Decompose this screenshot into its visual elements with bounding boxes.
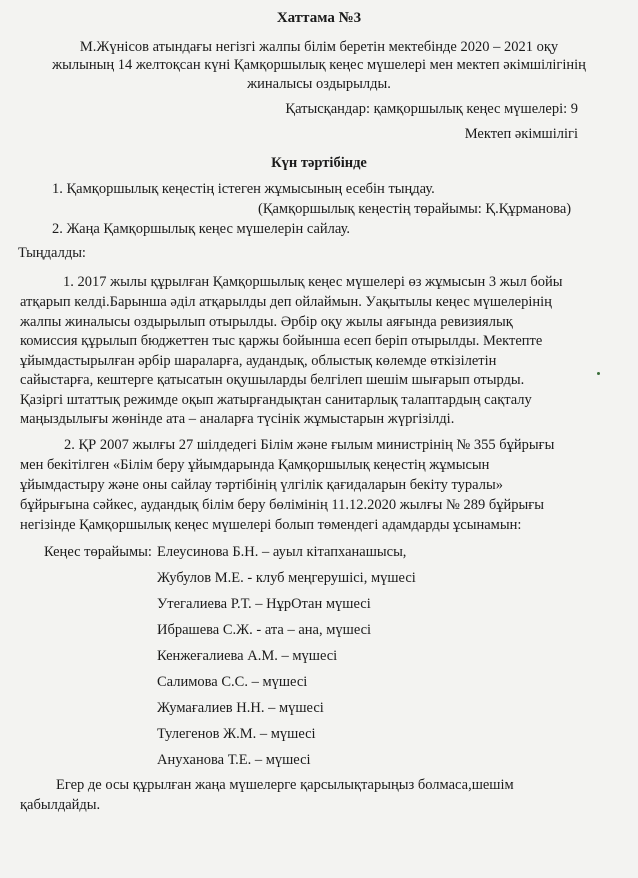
para2-line: бұйрығына сәйкес, аудандық білім беру бөлімінің 11.12.2020 жылғы № 289 бұйрығы xyxy=(20,497,544,513)
council-member: Ануханова Т.Е. – мүшесі xyxy=(157,752,311,768)
para2-line: 2. ҚР 2007 жылғы 27 шілдедегі Білім және ғылым министрінің № 355 бұйрығы xyxy=(64,437,555,453)
document-title: Хаттама №3 xyxy=(276,10,362,26)
para1-line: 1. 2017 жылы құрылған Қамқоршылық кеңес мүшелері өз жұмысын 3 жыл бойы xyxy=(63,274,563,290)
ink-speck xyxy=(597,372,600,375)
council-member: Утегалиева Р.Т. – НұрОтан мүшесі xyxy=(157,596,371,612)
council-chair-label: Кеңес төрайымы: xyxy=(44,544,152,560)
council-member: Елеусинова Б.Н. – ауыл кітапханашысы, xyxy=(157,544,407,560)
council-member: Кенжеғалиева А.М. – мүшесі xyxy=(157,648,338,664)
closing-line-2: қабылдайды. xyxy=(20,797,101,813)
attendees-line: Қатысқандар: қамқоршылық кеңес мүшелері: 9 xyxy=(285,101,578,117)
para1-line: маңыздылығы жөнінде ата – аналарға түсінік жұмыстарын жүргізілді. xyxy=(20,411,455,427)
para2-line: ұйымдастыру және оны сайлау тәртібінің үлгілік қағидаларын бекіту туралы» xyxy=(20,477,503,493)
intro-line-2: жылының 14 желтоқсан күні Қамқоршылық кеңес мүшелері мен мектеп әкімшілігінің xyxy=(52,57,586,73)
council-member: Салимова С.С. – мүшесі xyxy=(157,674,308,690)
para1-line: атқарып келді.Барынша әділ атқарылды деп ойлаймын. Уақытылы кеңес мүшелерінің xyxy=(20,294,552,310)
para1-line: комиссия құрылып бюджеттен тыс қаржы бойынша есеп беріп отырылды. Мектепте xyxy=(20,333,543,349)
para1-line: жалпы жиналысы оздырылып отырылды. Әрбір оқу жылы аяғында ревизиялық xyxy=(20,314,513,330)
agenda-item-1: 1. Қамқоршылық кеңестің істеген жұмысының есебін тыңдау. xyxy=(52,181,435,197)
council-member: Жумағалиев Н.Н. – мүшесі xyxy=(157,700,324,716)
administration-line: Мектеп әкімшілігі xyxy=(464,126,578,142)
para2-line: негізінде Қамқоршылық кеңес мүшелері болып төмендегі адамдарды ұсынамын: xyxy=(20,517,522,533)
council-member: Тулегенов Ж.М. – мүшесі xyxy=(157,726,316,742)
intro-line-1: М.Жүнісов атындағы негізгі жалпы білім беретін мектебінде 2020 – 2021 оқу xyxy=(79,39,559,55)
council-member: Ибрашева С.Ж. - ата – ана, мүшесі xyxy=(157,622,372,638)
heard-label: Тыңдалды: xyxy=(18,245,86,261)
para1-line: Қазіргі штаттық режимде оқып жатырғандықтан санитарлық талаптардың сақталу xyxy=(20,392,532,408)
agenda-item-2: 2. Жаңа Қамқоршылық кеңес мүшелерін сайлау. xyxy=(52,221,351,237)
intro-line-3: жиналысы оздырылды. xyxy=(247,76,391,92)
agenda-heading: Күн тәртібінде xyxy=(271,155,367,171)
closing-line-1: Егер де осы құрылған жаңа мүшелерге қарсылықтарыңыз болмаса,шешім xyxy=(56,777,514,793)
council-member: Жубулов М.Е. - клуб меңгерушісі, мүшесі xyxy=(157,570,416,586)
para1-line: сайыстарға, кештерге қатысатын оқушыларды белгілеп шешім шығарып отырды. xyxy=(20,372,525,388)
para2-line: мен бекітілген «Білім беру ұйымдарында Қамқоршылық кеңестің жұмысын xyxy=(20,457,490,473)
agenda-item-1-speaker: (Қамқоршылық кеңестің төрайымы: Қ.Құрманова) xyxy=(258,201,572,217)
para1-line: ұйымдастырылған әрбір шараларға, аудандық, облыстық көлемде өткізілетін xyxy=(20,353,497,369)
